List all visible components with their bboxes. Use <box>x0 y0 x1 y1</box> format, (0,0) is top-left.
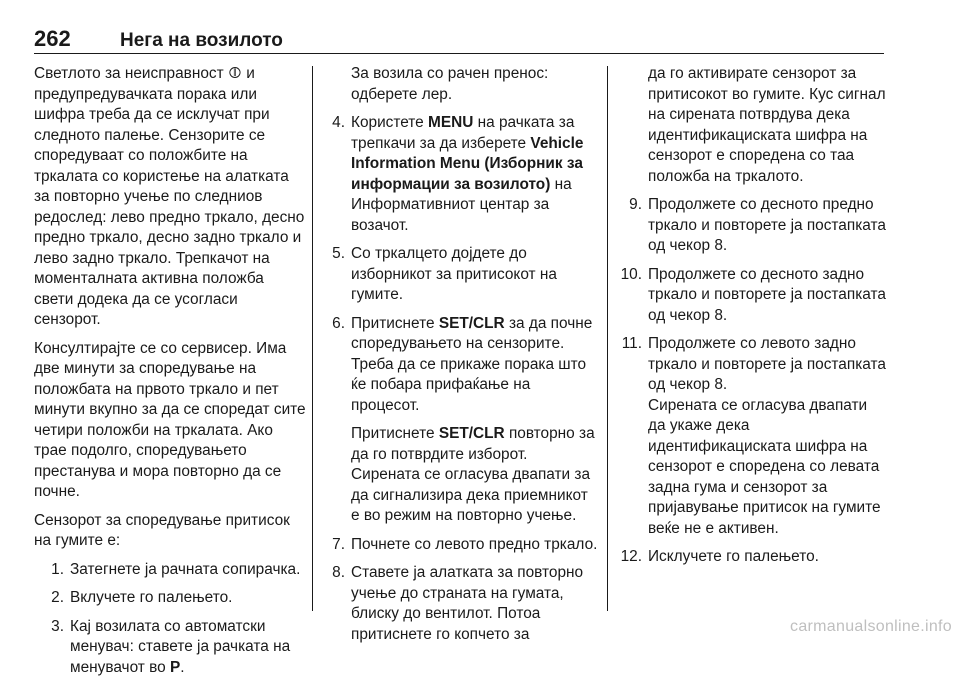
list-item: 8. Ставете ја алатката за повторно учење до страната на гумата, блиску до вентилот. Потоа притиснете го копчето за <box>332 564 584 643</box>
steps-list-2 <box>322 113 600 645</box>
steps-list-1 <box>34 560 306 679</box>
column-1 <box>34 64 306 686</box>
paragraph-continuation: да го активирате сензорот за притисокот во гумите. Кус сигнал на сирената потврдува дека идентификациската шифра на сензорот е споредена со таа положба на тркалото. <box>648 65 886 185</box>
list-item: 1. Затегнете ја рачната сопирачка. <box>51 560 301 578</box>
column-2 <box>322 64 600 653</box>
list-item: 11. Продолжете со левото задно тркало и повторете ја постапката од чекор 8. Сирената се огласува двапати да укаже дека идентификациската шифра на сензорот е споредена со левата задна гума и сензорот за пријавување притисок на гумите веќе не е активен. <box>621 335 886 537</box>
watermark[interactable]: carmanualsonline.info <box>790 618 952 635</box>
list-item: 6. Притиснете SET/CLR за да почне споредувањето на сензорите. Треба да се прикаже порака што ќе побара прифаќање на процесот. Притиснете SET/CLR повторно за да го потврдите изборот. Сирената се огласува двапати за да сигнализира дека приемникот е во режим на повторно учење. <box>332 314 595 524</box>
steps-list-3 <box>614 195 886 568</box>
list-item: 10. Продолжете со десното задно тркало и повторете ја постапката од чекор 8. <box>620 265 886 324</box>
paragraph-sensor-intro: Сензорот за споредување притисок на гумите е: <box>34 511 290 549</box>
header-rule <box>34 53 884 54</box>
list-item: 5. Со тркалцето дојдете до изборникот за притисокот на гумите. <box>332 245 557 303</box>
tire-pressure-warning-icon: ⦷ <box>228 65 242 82</box>
list-item: 3. Кај возилата со автоматски менувач: ставете ја рачката на менувачот во P. <box>51 617 291 676</box>
paragraph-consult-service: Консултирајте се со сервисер. Има две минути за споредување на положбата на првото тркало и пет минути вкупно за да се споредат сите четири положби на тркалата. Ако трае подолго, споредувањето престанува и мора повторно да се почне. <box>34 339 306 500</box>
paragraph-continuation: За возила со рачен пренос: одберете лер. <box>351 65 549 103</box>
list-item: 2. Вклучете го палењето. <box>51 589 233 606</box>
list-item: 12. Исклучете го палењето. <box>620 548 819 565</box>
list-item: 4. Користете MENU на рачката за трепкачи за да изберете Vehicle Information Menu (Изборник за информации за возилото) на Информативниот центар за возачот. <box>332 114 584 234</box>
column-3 <box>614 64 886 576</box>
page-number: 262 <box>34 26 71 51</box>
page-header <box>34 26 283 52</box>
list-item: 9. Продолжете со десното предно тркало и повторете ја постапката од чекор 8. <box>629 196 886 254</box>
column-divider-2 <box>607 66 608 611</box>
column-divider-1 <box>312 66 313 611</box>
section-title: Нега на возилото <box>120 30 283 51</box>
paragraph-warning-light: Светлото за неисправност ⦷ и предупредувачката порака или шифра треба да се исклучат при следното палење. Сензорите се споредуваат со положбите на тркалата со користење на алатката за повторно учење по следниов редослед: лево предно тркало, десно предно тркало, десно задно тркало и лево задно тркало. Трепкачот на моменталната активна положба свети додека да се усогласи сензорот. <box>34 65 305 328</box>
list-item: 7. Почнете со левото предно тркало. <box>332 535 598 553</box>
